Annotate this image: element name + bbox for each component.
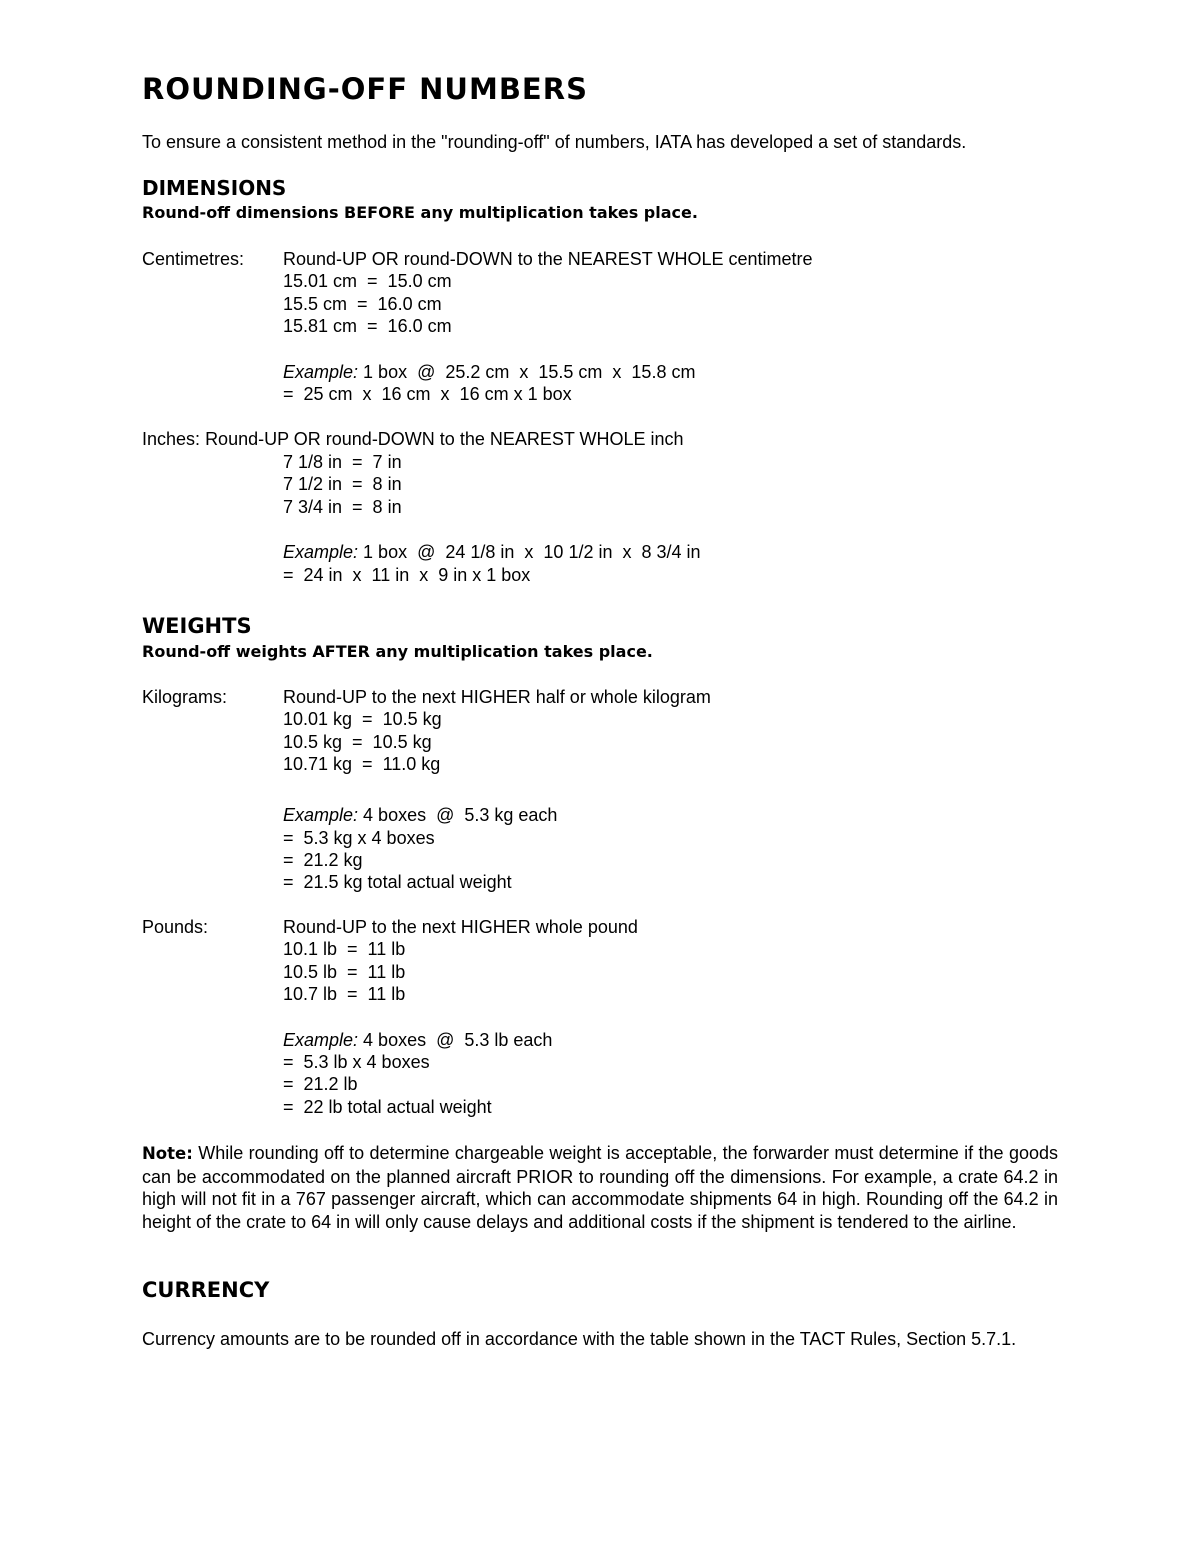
inches-rule: Round-UP OR round-DOWN to the NEAREST WHOLE inch (205, 429, 684, 449)
inches-example-line: 7 1/8 in = 7 in (283, 452, 402, 472)
centimetres-rule: Round-UP OR round-DOWN to the NEAREST WHOLE centimetre (283, 249, 813, 269)
pounds-example-step: = 21.2 lb (283, 1074, 358, 1094)
example-text: 4 boxes @ 5.3 lb each (358, 1030, 553, 1050)
pounds-label: Pounds: (142, 917, 209, 937)
page-title: ROUNDING-OFF NUMBERS (142, 72, 588, 106)
kilograms-rule: Round-UP to the next HIGHER half or whole kilogram (283, 687, 711, 707)
kilograms-example-step: = 21.5 kg total actual weight (283, 872, 512, 892)
pounds-worked-example (283, 1029, 552, 1051)
kilograms-worked-example (283, 804, 557, 826)
kilograms-example-line: 10.01 kg = 10.5 kg (283, 709, 442, 729)
centimetres-example-line: 15.5 cm = 16.0 cm (283, 294, 442, 314)
inches-rule-line (142, 428, 684, 450)
pounds-rule: Round-UP to the next HIGHER whole pound (283, 917, 638, 937)
kilograms-example-step: = 21.2 kg (283, 850, 363, 870)
inches-label: Inches: (142, 429, 201, 449)
note-label: Note: (142, 1144, 193, 1163)
centimetres-label: Centimetres: (142, 249, 245, 269)
pounds-example-line: 10.7 lb = 11 lb (283, 984, 406, 1004)
example-label: Example: (283, 805, 359, 825)
example-label: Example: (283, 542, 359, 562)
currency-heading: CURRENCY (142, 1278, 270, 1302)
centimetres-example-line: 15.81 cm = 16.0 cm (283, 316, 452, 336)
pounds-example-step: = 5.3 lb x 4 boxes (283, 1052, 430, 1072)
note-text: While rounding off to determine chargeable weight is acceptable, the forwarder must determine if the goods can be accommodated on the planned aircraft PRIOR to rounding off the dimensions. For example, a crate 64.2 in high will not fit in a 767 passenger aircraft, which can accommodate shipments 64 in high. Rounding off the 64.2 in height of the crate to 64 in will only cause delays and additional costs if the shipment is tendered to the airline. (142, 1143, 1058, 1232)
inches-example-line: 7 1/2 in = 8 in (283, 474, 402, 494)
kilograms-label: Kilograms: (142, 687, 228, 707)
centimetres-example-result: = 25 cm x 16 cm x 16 cm x 1 box (283, 384, 572, 404)
centimetres-example-line: 15.01 cm = 15.0 cm (283, 271, 452, 291)
dimensions-rule: Round-off dimensions BEFORE any multiplication takes place. (142, 203, 698, 222)
example-label: Example: (283, 362, 359, 382)
weights-heading: WEIGHTS (142, 614, 252, 638)
example-label: Example: (283, 1030, 359, 1050)
weights-rule: Round-off weights AFTER any multiplication takes place. (142, 642, 653, 661)
example-text: 1 box @ 25.2 cm x 15.5 cm x 15.8 cm (358, 362, 696, 382)
kilograms-example-line: 10.71 kg = 11.0 kg (283, 754, 441, 774)
pounds-example-step: = 22 lb total actual weight (283, 1097, 492, 1117)
centimetres-worked-example (283, 361, 695, 383)
pounds-example-line: 10.1 lb = 11 lb (283, 939, 406, 959)
dimensions-heading: DIMENSIONS (142, 176, 287, 200)
kilograms-example-step: = 5.3 kg x 4 boxes (283, 828, 435, 848)
inches-example-result: = 24 in x 11 in x 9 in x 1 box (283, 565, 531, 585)
note-paragraph (142, 1142, 1058, 1233)
example-text: 4 boxes @ 5.3 kg each (358, 805, 558, 825)
currency-text: Currency amounts are to be rounded off in accordance with the table shown in the TACT Rules, Section 5.7.1. (142, 1329, 1017, 1349)
inches-example-line: 7 3/4 in = 8 in (283, 497, 402, 517)
pounds-example-line: 10.5 lb = 11 lb (283, 962, 406, 982)
example-text: 1 box @ 24 1/8 in x 10 1/2 in x 8 3/4 in (358, 542, 701, 562)
intro-text: To ensure a consistent method in the "rounding-off" of numbers, IATA has developed a set of standards. (142, 132, 967, 152)
inches-worked-example (283, 541, 701, 563)
kilograms-example-line: 10.5 kg = 10.5 kg (283, 732, 432, 752)
